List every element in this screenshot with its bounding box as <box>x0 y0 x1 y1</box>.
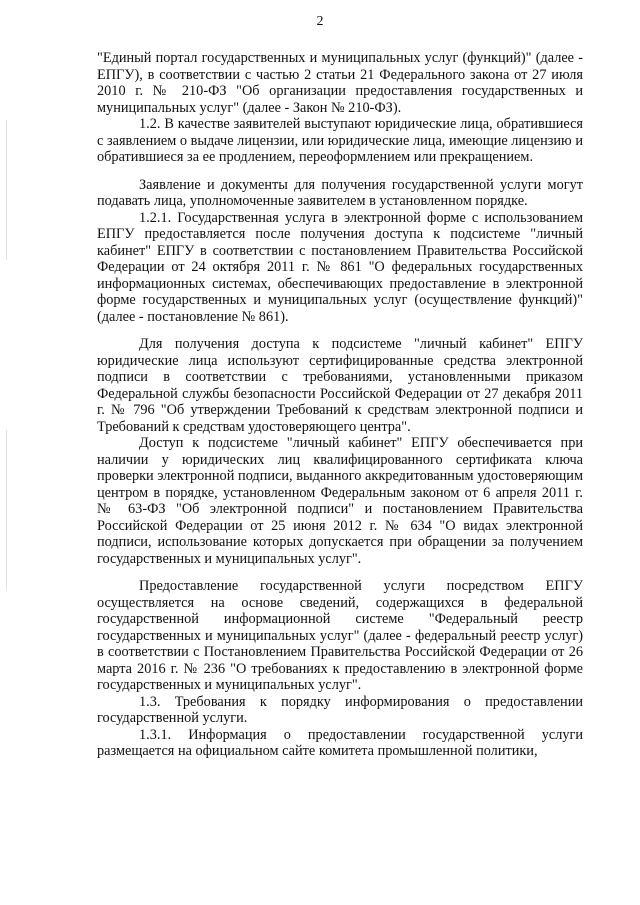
scan-edge-mark <box>6 430 7 590</box>
paragraph: Доступ к подсистеме "личный кабинет" ЕПГУ обеспечивается при наличии у юридических лиц квалифицированного сертификата ключа проверки электронной подписи, выданного аккредитованным удостоверяющим центром в порядке, установленном Федеральным законом от 6 апреля 2011 г. № 63-ФЗ "Об электронной подписи" и постановлением Правительства Российской Федерации от 25 июня 2012 г. № 634 "О видах электронной подписи, использование которых допускается при обращении за получением государственных и муниципальных услуг". <box>97 435 583 567</box>
document-body <box>97 50 583 760</box>
paragraph: Предоставление государственной услуги посредством ЕПГУ осуществляется на основе сведений, содержащихся в федеральной государственной информационной системе "Федеральный реестр государственных и муниципальных услуг" (далее - федеральный реестр услуг) в соответствии с Постановлением Правительства Российской Федерации от 26 марта 2016 г. № 236 "О требованиях к предоставлению в электронной форме государственных и муниципальных услуг". <box>97 578 583 693</box>
paragraph: 1.2.1. Государственная услуга в электронной форме с использованием ЕПГУ предоставляется после получения доступа к подсистеме "личный кабинет" ЕПГУ в соответствии с постановлением Правительства Российской Федерации от 24 октября 2011 г. № 861 "О федеральных государственных информационных системах, обеспечивающих предоставление в электронной форме государственных и муниципальных услуг (осуществление функций)" (далее - постановление № 861). <box>97 209 583 325</box>
paragraph: "Единый портал государственных и муниципальных услуг (функций)" (далее - ЕПГУ), в соответствии с частью 2 статьи 21 Федерального закона от 27 июля 2010 г. № 210-ФЗ "Об организации предоставления государственных и муниципальных услуг" (далее - Закон № 210-ФЗ). <box>97 50 583 116</box>
paragraph: 1.3.1. Информация о предоставлении государственной услуги размещается на официальном сайте комитета промышленной политики, <box>97 726 583 759</box>
paragraph: 1.3. Требования к порядку информирования о предоставлении государственной услуги. <box>97 693 583 726</box>
paragraph: Для получения доступа к подсистеме "личный кабинет" ЕПГУ юридические лица используют сертифицированные средства электронной подписи в соответствии с требованиями, установленными приказом Федеральной службы безопасности Российской Федерации от 27 декабря 2011 г. № 796 "Об утверждении Требований к средствам электронной подписи и Требований к средствам удостоверяющего центра". <box>97 336 583 435</box>
paragraph: 1.2. В качестве заявителей выступают юридические лица, обратившиеся с заявлением о выдаче лицензии, или юридические лица, имеющие лицензию и обратившиеся за ее продлением, переоформлением или прекращением. <box>97 116 583 165</box>
paragraph: Заявление и документы для получения государственной услуги могут подавать лица, уполномоченные заявителем в установленном порядке. <box>97 176 583 209</box>
page-number: 2 <box>316 14 324 29</box>
scan-edge-mark <box>6 120 7 260</box>
